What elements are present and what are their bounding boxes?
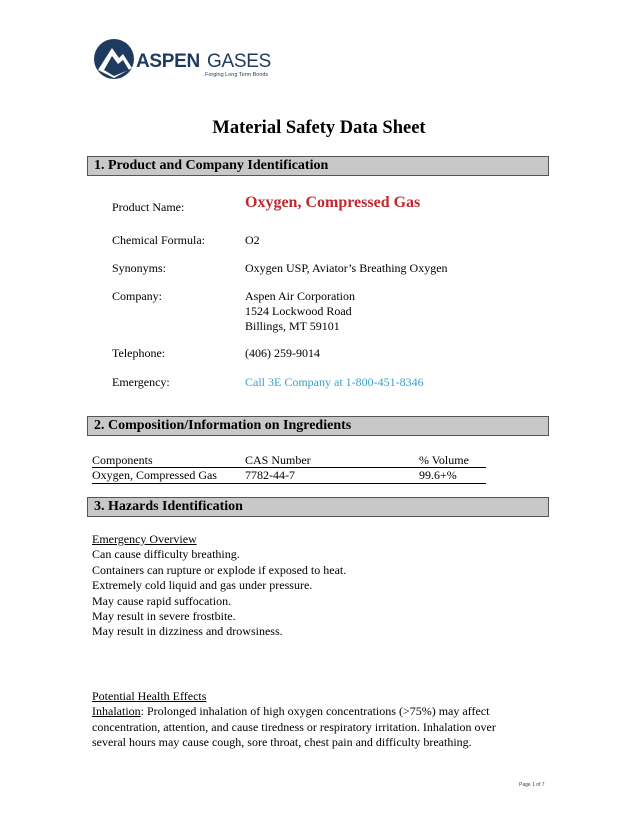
company-city: Billings, MT 59101	[245, 319, 340, 333]
product-name-label: Product Name:	[112, 200, 185, 214]
volume-cell: 99.6+%	[419, 468, 457, 482]
logo-brand-bold: ASPEN	[136, 51, 200, 72]
overview-line: May result in dizziness and drowsiness.	[92, 624, 283, 639]
synonyms-label: Synonyms:	[112, 261, 167, 275]
overview-line: Can cause difficulty breathing.	[92, 547, 240, 562]
inhalation-label: Inhalation	[92, 704, 141, 719]
component-name-cell: Oxygen, Compressed Gas	[92, 468, 217, 482]
telephone-label: Telephone:	[112, 346, 166, 360]
inhalation-line-3: several hours may cause cough, sore throat, chest pain and difficulty breathing.	[92, 735, 472, 750]
section-2-title: 2. Composition/Information on Ingredients	[94, 418, 352, 433]
table-row-rule	[92, 483, 486, 484]
section-2-header	[87, 416, 549, 436]
cas-number-cell: 7782-44-7	[245, 468, 295, 482]
overview-line: Containers can rupture or explode if exposed to heat.	[92, 562, 347, 577]
company-label: Company:	[112, 289, 162, 303]
section-3-title: 3. Hazards Identification	[94, 499, 243, 514]
emergency-overview	[92, 532, 346, 640]
telephone-value: (406) 259-9014	[245, 346, 320, 360]
emergency-phone-link[interactable]: Call 3E Company at 1-800-451-8346	[245, 375, 424, 389]
product-name-value: Oxygen, Compressed Gas	[245, 194, 421, 211]
page-number: Page 1 of 7	[519, 782, 545, 788]
emergency-overview-heading: Emergency Overview	[92, 532, 197, 546]
mountain-logo-icon	[92, 36, 136, 82]
logo-tagline: Forging Long Term Bonds	[205, 72, 269, 78]
column-header-cas-number: CAS Number	[245, 453, 311, 467]
overview-line: May result in severe frostbite.	[92, 609, 236, 624]
column-header-components: Components	[92, 453, 153, 467]
health-effects	[92, 689, 496, 751]
inhalation-line-2: concentration, attention, and cause tiredness or respiratory irritation. Inhalation over	[92, 719, 496, 734]
section-1-header	[87, 156, 549, 176]
synonyms-value: Oxygen USP, Aviator’s Breathing Oxygen	[245, 261, 448, 275]
chemical-formula-value: O2	[245, 233, 260, 247]
company-logo	[92, 36, 282, 84]
document-title: Material Safety Data Sheet	[212, 118, 426, 138]
chemical-formula-label: Chemical Formula:	[112, 233, 205, 247]
section-3-header	[87, 497, 549, 517]
column-header-volume: % Volume	[419, 453, 469, 467]
company-street: 1524 Lockwood Road	[245, 304, 352, 318]
inhalation-text: : Prolonged inhalation of high oxygen concentrations (>75%) may affect	[140, 704, 490, 719]
company-address	[245, 289, 355, 334]
emergency-label: Emergency:	[112, 375, 170, 389]
section-1-title: 1. Product and Company Identification	[94, 158, 329, 173]
inhalation-line-1	[92, 704, 496, 719]
overview-line: May cause rapid suffocation.	[92, 593, 232, 608]
health-effects-heading: Potential Health Effects	[92, 689, 207, 703]
company-name: Aspen Air Corporation	[245, 289, 355, 303]
logo-brand-light: GASES	[207, 51, 271, 72]
overview-line: Extremely cold liquid and gas under pressure.	[92, 578, 313, 593]
